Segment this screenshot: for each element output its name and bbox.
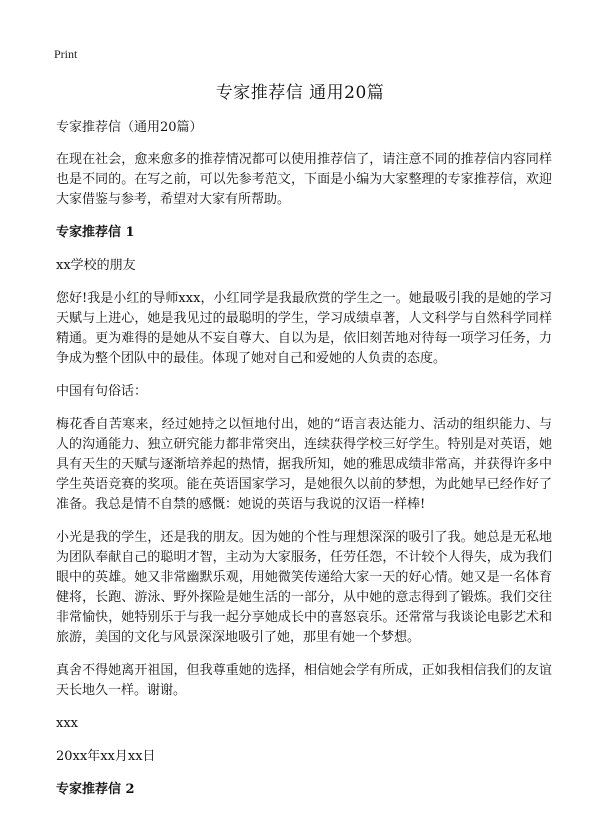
letter-salutation: xx学校的朋友: [56, 258, 136, 273]
print-link[interactable]: Print: [54, 47, 78, 61]
letter-paragraph: 中国有句俗话：: [56, 384, 148, 399]
document-subtitle: 专家推荐信（通用20篇）: [56, 120, 203, 135]
section-heading-2: 专家推荐信 2: [56, 782, 135, 797]
letter-date: 20xx年xx月xx日: [56, 749, 156, 764]
letter-paragraph: 真舍不得她离开祖国，但我尊重她的选择，相信她会学有所成，正如我相信我们的友谊天长地久一样。谢谢。: [56, 663, 552, 698]
letter-paragraph: 小光是我的学生，还是我的朋友。因为她的个性与理想深深的吸引了我。她总是无私地为团队奉献自己的聪明才智，主动为大家服务，任劳任怨，不计较个人得失，成为我们眼中的英雄。她又非常幽默乐观，用她微笑传递给大家一天的好心情。她又是一名体育健将，长跑、游泳、野外探险是她生活的一部分，从中她的意志得到了锻炼。我们交往非常愉快，她特别乐于与我一起分享她成长中的喜怒哀乐。还常常与我谈论电影艺术和旅游，美国的文化与风景深深地吸引了她，那里有她一个梦想。: [56, 530, 552, 645]
intro-paragraph: 在现在社会，愈来愈多的推荐情况都可以使用推荐信了，请注意不同的推荐信内容同样也是不同的。在写之前，可以先参考范文，下面是小编为大家整理的专家推荐信，欢迎大家借鉴与参考，希望对大家有所帮助。: [56, 152, 552, 207]
section-heading-1: 专家推荐信 1: [56, 225, 135, 240]
page-title: 专家推荐信 通用20篇: [215, 83, 385, 103]
letter-paragraph: 梅花香自苦寒来，经过她持之以恒地付出，她的“语言表达能力、活动的组织能力、与人的沟通能力、独立研究能力都非常突出，连续获得学校三好学生。特别是对英语，她具有天生的天赋与逐渐培养起的热情，据我所知，她的雅思成绩非常高，并获得许多中学生英语竞赛的奖项。能在英语国家学习，是她很久以前的梦想，为此她早已经作好了准备。我总是情不自禁的感慨：她说的英语与我说的汉语一样棒!: [56, 417, 552, 512]
letter-signature: xxx: [56, 716, 78, 731]
document-body: [56, 118, 552, 813]
letter-paragraph: 您好!我是小红的导师xxx，小红同学是我最欣赏的学生之一。她最吸引我的是她的学习天赋与上进心，她是我见过的最聪明的学生，学习成绩卓著，人文科学与自然科学同样精通。更为难得的是她从不妄自尊大、自以为是，依旧刻苦地对待每一项学习任务，力争成为整个团队中的最佳。体现了她对自己和爱她的人负责的态度。: [56, 291, 552, 366]
